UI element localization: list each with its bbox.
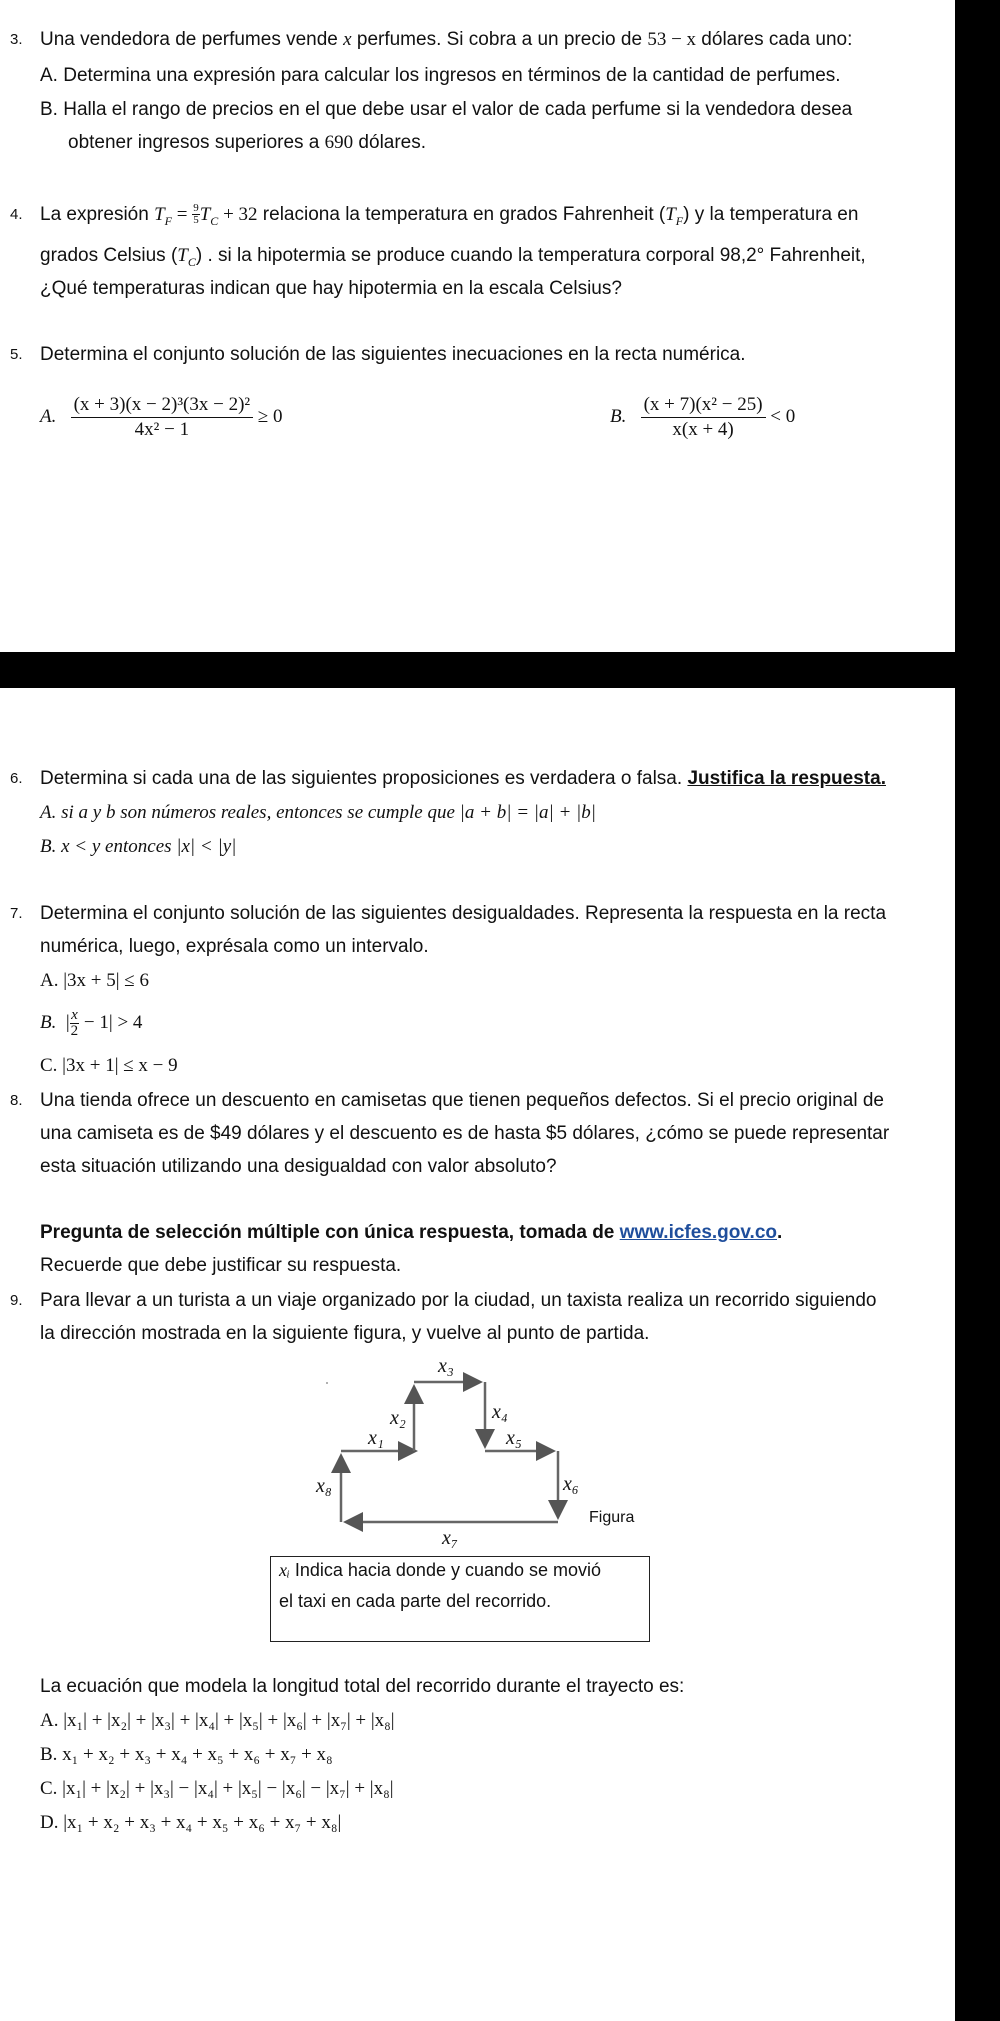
q4-sub-c: C — [210, 213, 219, 228]
q6-stem-text: Determina si cada una de las siguientes proposiciones es verdadera o falsa. — [40, 768, 688, 789]
q4-tc-symbol: T — [199, 204, 211, 225]
q4-text-end: ) y la temperatura en — [683, 204, 859, 225]
q4-tc-inline: T — [177, 245, 188, 266]
q7-b-label: B. — [40, 1012, 57, 1033]
q4-equals: = — [172, 204, 193, 225]
q5-b-numerator: (x + 7)(x² − 25) — [641, 393, 766, 418]
q7-b-rest: − 1| > 4 — [83, 1012, 143, 1033]
note-box — [270, 1556, 650, 1642]
label-x4: x₄ — [492, 1401, 508, 1423]
q5-b-label: B. — [610, 406, 627, 427]
q4-sub-f-inline: F — [675, 213, 684, 228]
q9-option-a: A. |x₁| + |x₂| + |x₃| + |x₄| + |x₅| + |x₆| + |x₇| + |x₈| — [40, 1710, 395, 1731]
q3-price-expression: 53 − x — [647, 29, 697, 50]
figure-dot — [326, 1382, 328, 1384]
q7-b-frac-num: x — [71, 1007, 78, 1024]
q4-sub-f: F — [164, 213, 172, 228]
q3-part-a: A. Determina una expresión para calcular los ingresos en términos de la cantidad de perfumes. — [40, 65, 841, 86]
q6-number: 6. — [10, 770, 23, 787]
q9-option-c: C. |x₁| + |x₂| + |x₃| − |x₄| + |x₅| − |x₆| − |x₇| + |x₈| — [40, 1778, 394, 1799]
q5-a-numerator: (x + 3)(x − 2)³(3x − 2)² — [71, 393, 254, 418]
label-x5: x₅ — [506, 1427, 522, 1449]
q4-line2-text-end: ) . si la hipotermia se produce cuando la temperatura corporal 98,2° Fahrenheit, — [195, 245, 866, 266]
q4-text-mid: relaciona la temperatura en grados Fahrenheit ( — [257, 204, 666, 225]
q4-line3: ¿Qué temperaturas indican que hay hipotermia en la escala Celsius? — [40, 278, 622, 299]
q5-number: 5. — [10, 346, 23, 363]
q3-b-text: obtener ingresos superiores a — [68, 132, 325, 153]
q3-b-amount: 690 — [324, 132, 354, 153]
mc-reminder: Recuerde que debe justificar su respuesta. — [40, 1255, 402, 1276]
q4-plus-32: + 32 — [218, 204, 258, 225]
q4-sub-c-inline: C — [187, 254, 196, 269]
q8-line1: Una tienda ofrece un descuento en camisetas que tienen pequeños defectos. Si el precio original de — [40, 1090, 884, 1111]
q7-number: 7. — [10, 905, 23, 922]
q9-line2: la dirección mostrada en la siguiente figura, y vuelve al punto de partida. — [40, 1323, 650, 1344]
label-x1: x₁ — [368, 1427, 384, 1449]
q7-part-a: A. |3x + 5| ≤ 6 — [40, 970, 149, 991]
label-x3: x₃ — [438, 1355, 454, 1377]
q5-stem: Determina el conjunto solución de las siguientes inecuaciones en la recta numérica. — [40, 344, 746, 365]
q9-number: 9. — [10, 1292, 23, 1309]
note-line2: el taxi en cada parte del recorrido. — [279, 1591, 552, 1611]
q5-a-relation: ≥ 0 — [257, 406, 283, 427]
q4-tf-symbol: T — [154, 204, 165, 225]
q9-question: La ecuación que modela la longitud total del recorrido durante el trayecto es: — [40, 1676, 685, 1697]
figure-caption: Figura — [589, 1509, 635, 1526]
note-line1-text: Indica hacia donde y cuando se movió — [289, 1560, 602, 1580]
q8-line2: una camiseta es de $49 dólares y el descuento es de hasta $5 dólares, ¿cómo se puede representar — [40, 1123, 890, 1144]
note-line1 — [279, 1560, 601, 1581]
label-x8: x₈ — [316, 1475, 332, 1497]
mc-heading-period: . — [777, 1222, 783, 1243]
note-var: xᵢ — [279, 1560, 290, 1580]
q7-part-b: B. | $\frac{x}{2}$ − 1| > 4 — [40, 1007, 143, 1040]
q9-option-b: B. x₁ + x₂ + x₃ + x₄ + x₅ + x₆ + x₇ + x₈ — [40, 1744, 333, 1765]
q4-frac-num: 9 — [193, 202, 199, 215]
q3-b-text-end: dólares. — [353, 132, 427, 153]
q7-line1: Determina el conjunto solución de las siguientes desigualdades. Representa la respuesta en la recta — [40, 903, 887, 924]
q8-number: 8. — [10, 1092, 23, 1109]
q3-part-b-line1: B. Halla el rango de precios en el que debe usar el valor de cada perfume si la vendedora desea — [40, 99, 853, 120]
q3-number: 3. — [10, 31, 23, 48]
q3-stem-text: Una vendedora de perfumes vende — [40, 29, 344, 50]
q4-text: La expresión — [40, 204, 155, 225]
q5-a-label: A. — [40, 406, 57, 427]
label-x7: x₇ — [442, 1527, 458, 1549]
q9-option-d: D. |x₁ + x₂ + x₃ + x₄ + x₅ + x₆ + x₇ + x₈| — [40, 1812, 342, 1833]
q6-justify-emphasis: Justifica la respuesta. — [687, 768, 886, 789]
q3-stem-text-end: dólares cada uno: — [696, 29, 853, 50]
q4-frac-den: 5 — [193, 214, 199, 227]
mc-heading-text: Pregunta de selección múltiple con única respuesta, tomada de — [40, 1222, 620, 1243]
q4-tf-inline: T — [665, 204, 676, 225]
q3-stem-text-mid: perfumes. Si cobra a un precio de — [351, 29, 648, 50]
q6-part-a: A. si a y b son números reales, entonces se cumple que |a + b| = |a| + |b| — [40, 802, 596, 823]
q3-var-x: x — [343, 29, 352, 50]
label-x2: x₂ — [390, 1407, 406, 1429]
label-x6: x₆ — [563, 1473, 579, 1495]
q8-line3: esta situación utilizando una desigualdad con valor absoluto? — [40, 1156, 557, 1177]
q5-b-denominator: x(x + 4) — [672, 419, 734, 441]
q7-line2: numérica, luego, exprésala como un intervalo. — [40, 936, 429, 957]
q4-number: 4. — [10, 206, 23, 223]
q7-b-frac-den: 2 — [70, 1023, 79, 1040]
q5-a-denominator: 4x² − 1 — [134, 419, 190, 441]
q5-b-relation: < 0 — [770, 406, 796, 427]
q7-part-c: C. |3x + 1| ≤ x − 9 — [40, 1055, 178, 1076]
q6-part-b: B. x < y entonces |x| < |y| — [40, 836, 237, 857]
q9-line1: Para llevar a un turista a un viaje organizado por la ciudad, un taxista realiza un recorrido siguiendo — [40, 1290, 877, 1311]
q4-line2-text: grados Celsius ( — [40, 245, 178, 266]
icfes-link[interactable]: www.icfes.gov.co — [619, 1222, 777, 1243]
